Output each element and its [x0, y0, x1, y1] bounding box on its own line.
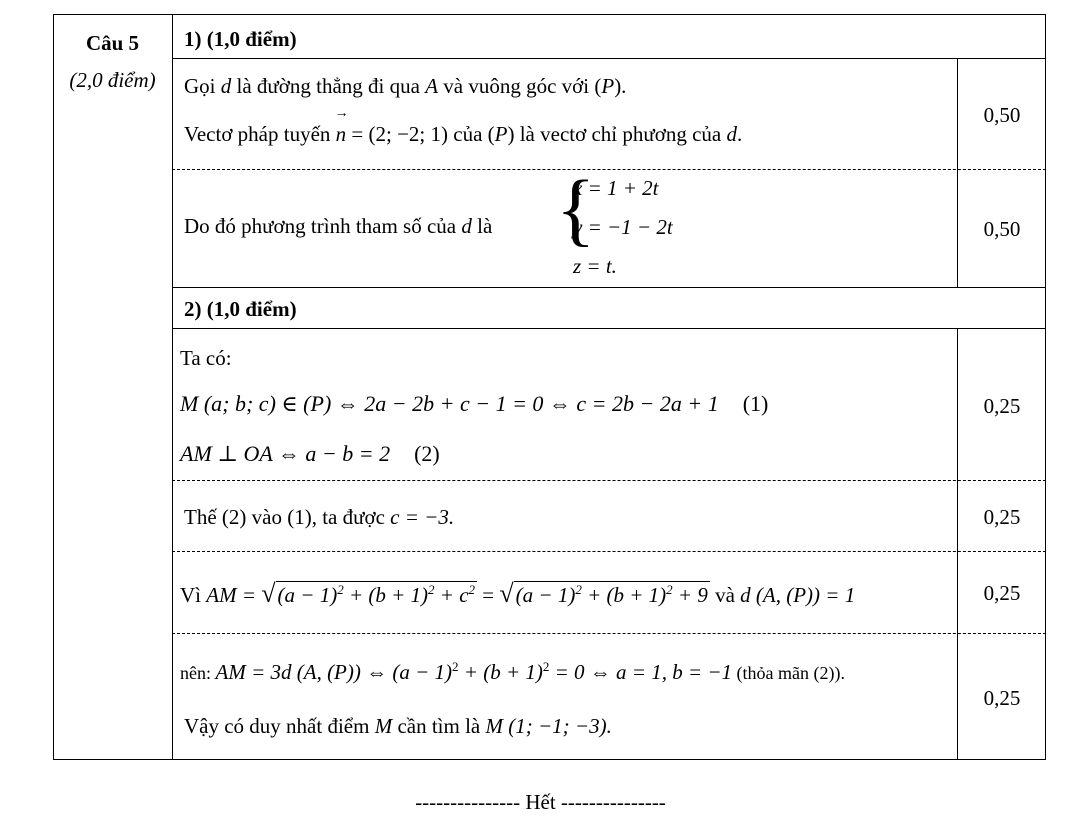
text: là đường thẳng đi qua — [231, 74, 426, 98]
term: (a − 1) — [277, 583, 338, 607]
part1-header: 1) (1,0 điểm) — [184, 27, 297, 51]
text: Vectơ pháp tuyến — [184, 122, 336, 146]
part1-header-divider — [172, 58, 1046, 59]
var-d: d — [726, 122, 737, 146]
part2-row2-text — [184, 505, 454, 530]
equation: AM = 3d (A, (P)) ⇔ (a − 1) — [215, 660, 453, 684]
part2-row1-score: 0,25 — [983, 394, 1021, 418]
equation: M (1; −1; −3). — [485, 714, 612, 738]
equation: M (a; b; c) ∈ (P) ⇔ 2a − 2b + c − 1 = 0 ⇔ c = 2b − 2a + 1 — [180, 391, 719, 416]
equation: AM = — [206, 583, 262, 607]
part2-row4-score: 0,25 — [983, 686, 1021, 710]
sqrt-sign: √ — [499, 579, 514, 608]
equation: AM ⊥ OA ⇔ a − b = 2 — [180, 441, 391, 466]
term: + c — [434, 583, 469, 607]
term: (a − 1) — [515, 583, 576, 607]
text: . — [736, 122, 743, 146]
part1-row-divider — [172, 169, 1046, 170]
part2-header-divider — [172, 328, 1046, 329]
part2-row4-line2 — [184, 714, 612, 739]
var-d: d — [461, 214, 472, 238]
part2-row1-line1: Ta có: — [180, 346, 232, 370]
exponent: 2 — [428, 582, 435, 597]
question-number: Câu 5 — [85, 31, 140, 55]
var-P: P — [494, 122, 508, 146]
text: của ( — [448, 122, 495, 146]
equation: = 0 ⇔ a = 1, b = −1 — [549, 660, 733, 684]
equation-tag: (1) — [742, 391, 769, 416]
part2-row1-line3 — [180, 441, 440, 467]
part2-row2-score: 0,25 — [983, 505, 1021, 529]
part2-row-divider-1 — [172, 480, 1046, 481]
equation: + (b + 1) — [458, 660, 543, 684]
term: + (b + 1) — [581, 583, 667, 607]
part2-row1-line2 — [180, 391, 768, 417]
text: Gọi — [184, 74, 221, 98]
equation: d (A, (P)) = 1 — [740, 583, 856, 607]
system-eq-y: y = −1 − 2t — [573, 215, 673, 239]
text: cần tìm là — [392, 714, 486, 738]
radicand-2 — [514, 581, 710, 608]
end-marker: --------------- Hết --------------- — [415, 790, 666, 814]
term: + (b + 1) — [343, 583, 429, 607]
part1-row1-line1 — [184, 74, 626, 99]
part2-top-divider — [172, 287, 1046, 288]
text: Thế (2) vào (1), ta được — [184, 505, 391, 529]
text: ) là vectơ chỉ phương của — [507, 122, 727, 146]
part2-header: 2) (1,0 điểm) — [184, 297, 297, 321]
part1-row1-line2 — [184, 122, 742, 147]
radicand-1 — [276, 581, 478, 608]
text: Vậy có duy nhất điểm — [184, 714, 375, 738]
exponent: 2 — [542, 659, 550, 674]
text: ). — [614, 74, 627, 98]
question-points: (2,0 điểm) — [69, 68, 156, 92]
part1-row1-score: 0,50 — [983, 103, 1021, 127]
left-column-divider — [172, 14, 173, 760]
text: và vuông góc với ( — [438, 74, 602, 98]
exponent: 2 — [337, 582, 344, 597]
term: + 9 — [672, 583, 708, 607]
var-M: M — [374, 714, 393, 738]
system-eq-z: z = t. — [573, 254, 617, 278]
text: là — [471, 214, 493, 238]
equation: c = −3. — [390, 505, 455, 529]
text: và — [709, 583, 741, 607]
part1-row2-text — [184, 214, 492, 239]
system-eq-x: x = 1 + 2t — [573, 176, 659, 200]
exponent: 2 — [468, 582, 476, 597]
sqrt-sign: √ — [261, 579, 276, 608]
text: nên: — [180, 663, 216, 683]
normal-vector: → n — [336, 122, 347, 147]
vector-value: = (2; −2; 1) — [346, 122, 448, 146]
score-column-divider-1 — [957, 58, 958, 287]
text: Vì — [180, 583, 207, 607]
exponent: 2 — [452, 659, 459, 674]
exponent: 2 — [575, 582, 582, 597]
var-A: A — [425, 74, 439, 98]
system-brace: { — [556, 163, 596, 254]
note: (thỏa mãn (2)). — [732, 663, 846, 683]
part2-row3-score: 0,25 — [983, 581, 1021, 605]
part1-row2-score: 0,50 — [983, 217, 1021, 241]
exponent: 2 — [666, 582, 673, 597]
part2-row4-line1 — [180, 659, 845, 685]
part2-row-divider-3 — [172, 633, 1046, 634]
equation-tag: (2) — [414, 441, 440, 466]
var-d: d — [220, 74, 232, 98]
text: Do đó phương trình tham số của — [184, 214, 462, 238]
var-P: P — [601, 74, 615, 98]
part2-row3-line — [180, 579, 855, 609]
part2-row-divider-2 — [172, 551, 1046, 552]
equals: = — [477, 583, 500, 607]
